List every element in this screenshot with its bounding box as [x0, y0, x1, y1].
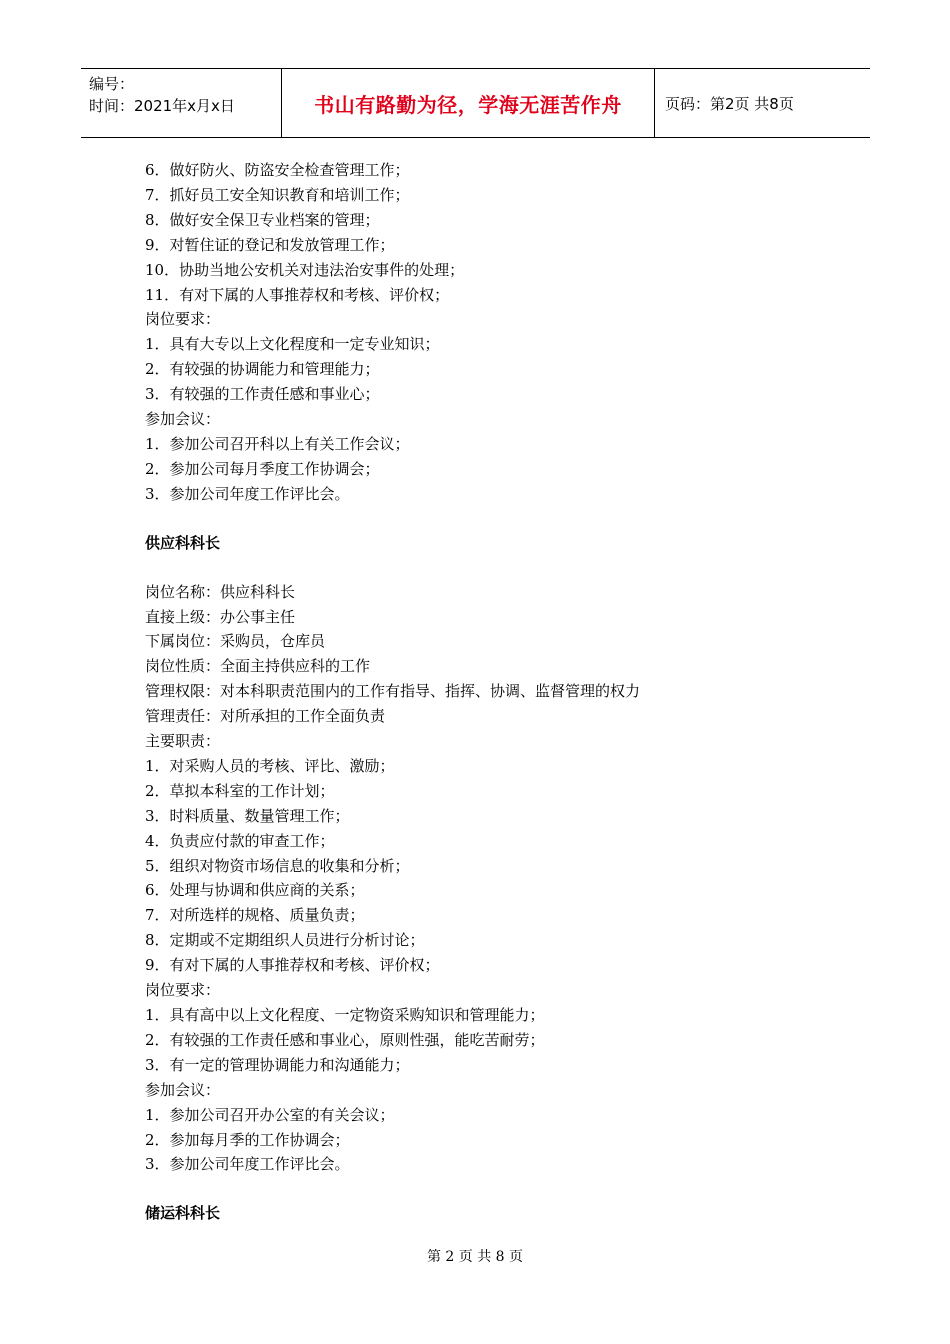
duty-item: 5．组织对物资市场信息的收集和分析； — [145, 856, 410, 875]
meeting-item: 3．参加公司年度工作评比会。 — [145, 484, 350, 503]
duty-item: 7．对所选样的规格、质量负责； — [145, 906, 365, 925]
duty-item: 6．做好防火、防盗安全检查管理工作； — [145, 161, 410, 179]
number-label: 编号： — [89, 75, 135, 93]
duty-item: 7．抓好员工安全知识教育和培训工作； — [145, 185, 410, 204]
duty-item: 8．做好安全保卫专业档案的管理； — [145, 210, 380, 229]
duties-heading: 主要职责： — [145, 732, 221, 751]
meeting-item: 1．参加公司召开办公室的有关会议； — [145, 1105, 395, 1124]
duty-item: 9．对暂住证的登记和发放管理工作； — [145, 235, 395, 254]
meeting-item: 2．参加每月季的工作协调会； — [145, 1130, 350, 1149]
position-info: 直接上级：办公事主任 — [145, 607, 296, 626]
document-body — [145, 158, 845, 1226]
position-info: 下属岗位：采购员，仓库员 — [145, 632, 326, 651]
page-footer — [0, 1246, 950, 1266]
duty-item: 2．草拟本科室的工作计划； — [145, 781, 335, 800]
requirement-item: 3．有一定的管理协调能力和沟通能力； — [145, 1055, 410, 1074]
duty-item: 4．负责应付款的审查工作； — [145, 831, 335, 850]
duty-item: 11．有对下属的人事推荐权和考核、评价权； — [145, 285, 450, 304]
position-info: 岗位名称：供应科科长 — [145, 582, 296, 601]
requirements-heading: 岗位要求： — [145, 981, 221, 1000]
duty-item: 3．时料质量、数量管理工作； — [145, 806, 350, 825]
page-info-text: 页码：第2页 共8页 — [665, 94, 794, 113]
meeting-item: 1．参加公司召开科以上有关工作会议； — [145, 434, 410, 453]
section-title-storage-chief: 储运科科长 — [145, 1204, 221, 1223]
duty-item: 1．对采购人员的考核、评比、激励； — [145, 756, 395, 775]
requirements-heading: 岗位要求： — [145, 310, 221, 329]
requirement-item: 2．有较强的工作责任感和事业心，原则性强，能吃苦耐劳； — [145, 1030, 545, 1049]
requirement-item: 3．有较强的工作责任感和事业心； — [145, 385, 380, 404]
meetings-heading: 参加会议： — [145, 410, 221, 429]
position-info: 管理责任：对所承担的工作全面负责 — [145, 707, 386, 726]
date-label: 时间：2021年x月x日 — [89, 97, 235, 115]
section-title-supply-chief: 供应科科长 — [145, 533, 221, 552]
duty-item: 10．协助当地公安机关对违法治安事件的处理； — [145, 260, 465, 279]
header-motto-cell — [282, 69, 655, 137]
header-meta — [81, 69, 282, 137]
header-page-info — [655, 69, 870, 137]
duty-item: 9．有对下属的人事推荐权和考核、评价权； — [145, 956, 440, 975]
page-header — [81, 68, 870, 138]
requirement-item: 1．具有高中以上文化程度、一定物资采购知识和管理能力； — [145, 1006, 545, 1024]
duty-item: 8．定期或不定期组织人员进行分析讨论； — [145, 931, 425, 950]
meetings-heading: 参加会议： — [145, 1080, 221, 1099]
footer-page-number: 第 2 页 共 8 页 — [426, 1249, 524, 1265]
position-info: 管理权限：对本科职责范围内的工作有指导、指挥、协调、监督管理的权力 — [145, 682, 641, 701]
meeting-item: 3．参加公司年度工作评比会。 — [145, 1155, 350, 1174]
requirement-item: 1．具有大专以上文化程度和一定专业知识； — [145, 335, 440, 354]
duty-item: 6．处理与协调和供应商的关系； — [145, 881, 365, 900]
motto-text: 书山有路勤为径，学海无涯苦作舟 — [314, 92, 622, 117]
position-info: 岗位性质：全面主持供应科的工作 — [145, 657, 371, 676]
meeting-item: 2．参加公司每月季度工作协调会； — [145, 459, 380, 478]
requirement-item: 2．有较强的协调能力和管理能力； — [145, 360, 380, 379]
